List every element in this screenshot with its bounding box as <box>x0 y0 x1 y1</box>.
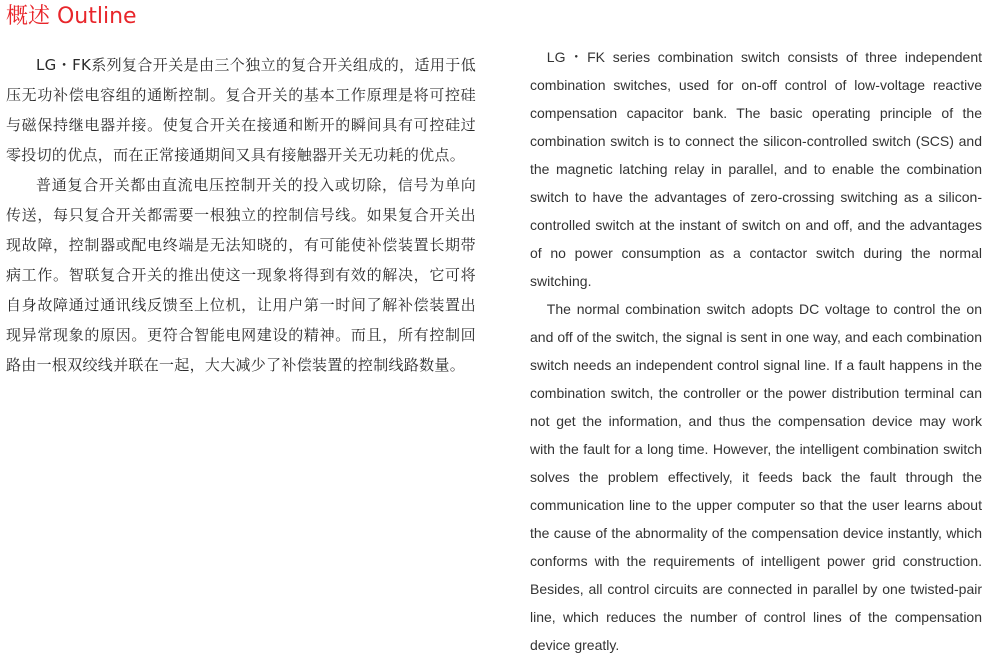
english-text-column <box>530 43 982 659</box>
english-paragraph-1: LG・FK series combination switch consists of three independent combination switches, used for on-off control of low-voltage reactive compensation capacitor bank. The basic operating principle of the combination switch is to connect the silicon-controlled switch (SCS) and the magnetic latching relay in parallel, and to enable the combination switch to have the advantages of zero-crossing switching as a silicon-controlled switch at the instant of switch on and off, and the advantages of no power consumption as a contactor switch during the normal switching. <box>530 49 982 289</box>
chinese-paragraph-2: 普通复合开关都由直流电压控制开关的投入或切除，信号为单向传送，每只复合开关都需要一根独立的控制信号线。如果复合开关出现故障，控制器或配电终端是无法知晓的，有可能使补偿装置长期带病工作。智联复合开关的推出使这一现象将得到有效的解决，它可将自身故障通过通讯线反馈至上位机，让用户第一时间了解补偿装置出现异常现象的原因。更符合智能电网建设的精神。而且，所有控制回路由一根双绞线并联在一起，大大减少了补偿装置的控制线路数量。 <box>6 176 476 374</box>
chinese-text-column <box>6 50 476 380</box>
page-title: 概述 Outline <box>6 4 137 29</box>
english-paragraph-2: The normal combination switch adopts DC voltage to control the on and off of the switch, the signal is sent in one way, and each combination switch needs an independent control signal line. If a fault happens in the combination switch, the controller or the power distribution terminal can not get the information, and thus the compensation device may work with the fault for a long time. However, the intelligent combination switch solves the problem effectively, it feeds back the fault through the communication line to the upper computer so that the user learns about the cause of the abnormality of the compensation device instantly, which conforms with the requirements of intelligent power grid construction. Besides, all control circuits are connected in parallel by one twisted-pair line, which reduces the number of control lines of the compensation device greatly. <box>530 301 982 653</box>
chinese-paragraph-1: LG・FK系列复合开关是由三个独立的复合开关组成的，适用于低压无功补偿电容组的通断控制。复合开关的基本工作原理是将可控硅与磁保持继电器并接。使复合开关在接通和断开的瞬间具有可控硅过零投切的优点，而在正常接通期间又具有接触器开关无功耗的优点。 <box>6 56 476 164</box>
